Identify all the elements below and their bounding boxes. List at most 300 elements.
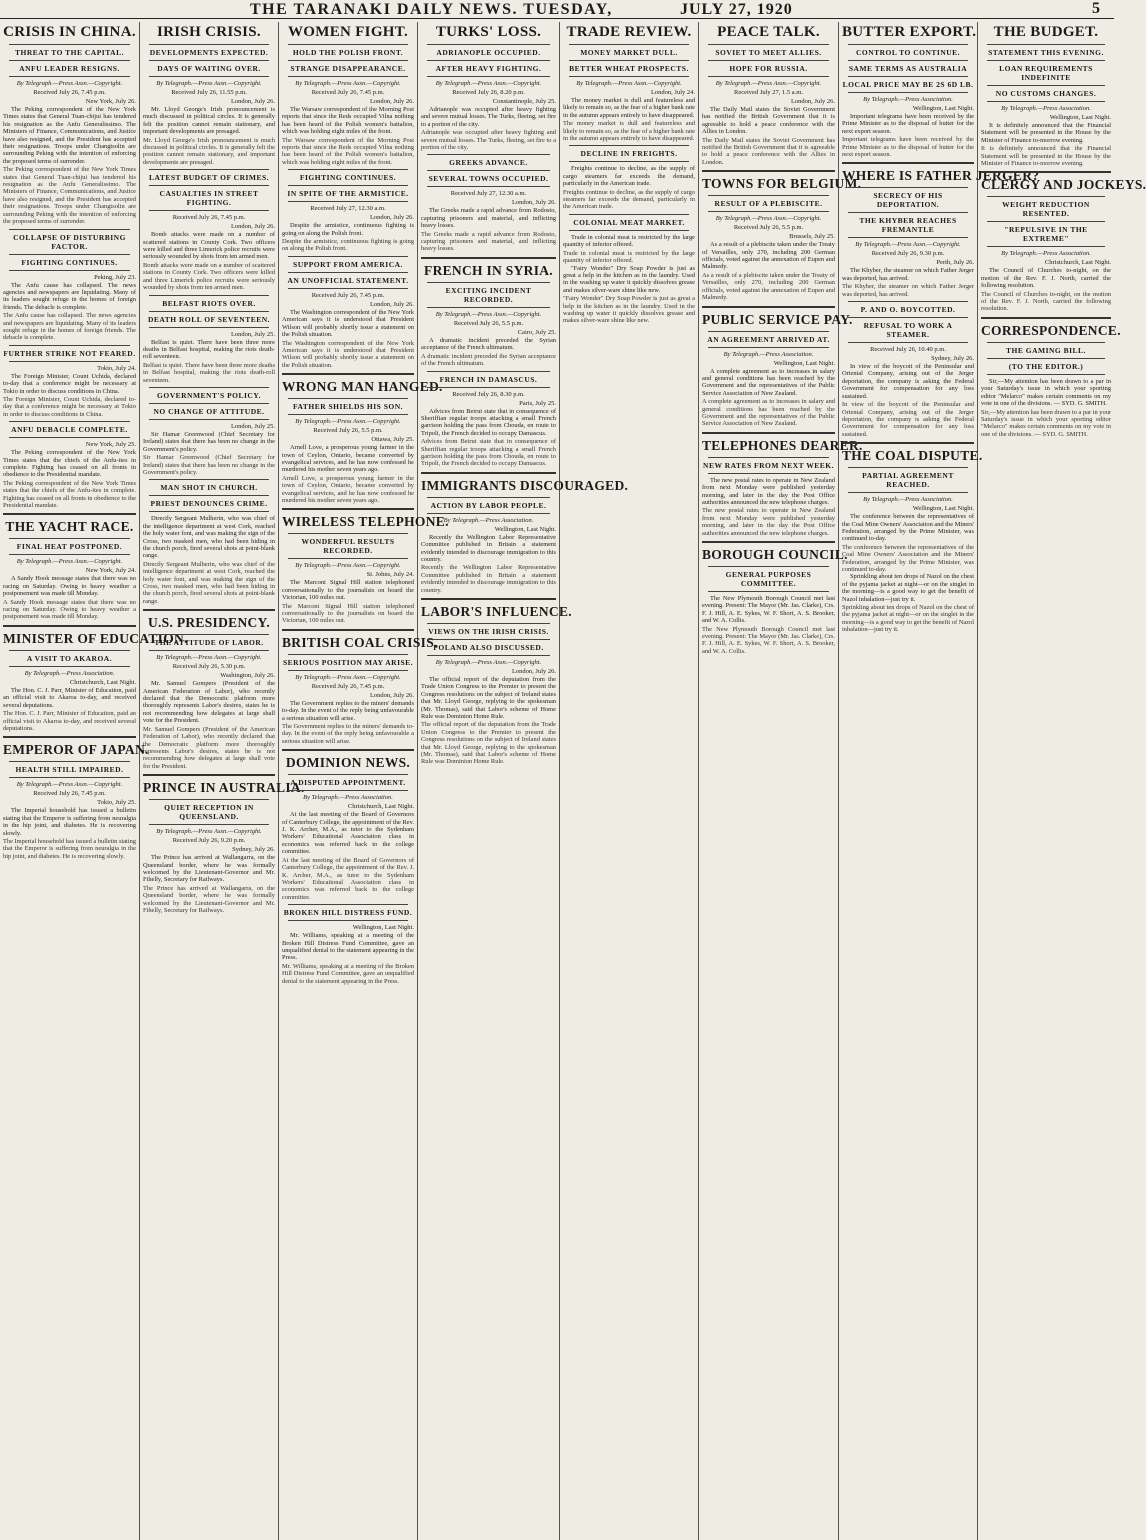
article-dateline: Sydney, July 26.: [232, 846, 275, 854]
article-dateline: Wellington, Last Night.: [912, 505, 974, 513]
divider: [149, 634, 269, 635]
article: [143, 479, 275, 605]
article-dateline: Perth, July 26.: [936, 259, 974, 267]
article-headline: THE YACHT RACE.: [5, 519, 134, 535]
article: [143, 609, 275, 770]
article-subheading: AN UNOFFICIAL STATEMENT.: [287, 275, 409, 285]
article-body: The Peking correspondent of the New York Times states that General Tuan-chijui has tendered his resignation as the Anfu Generalissimo. The Ministers of Finance, Communications, and Justice have also resigned, and the President has accepted their resignations. Troops under Changtsolin are surrounding Peking with the intention of enforcing the proposed terms of surrender.: [3, 106, 136, 165]
article-body-continued: The Greeks made a rapid advance from Rodosto, capturing prisoners and material, and inflicting heavy losses.: [421, 230, 556, 253]
article-byline: By Telegraph.—Press Association.: [443, 516, 534, 524]
article-body: Recently the Wellington Labor Representative Committee published in Britain a statement evidently intended to discourage immigration to this country.: [421, 533, 556, 563]
article-body: Freights continue to decline, as the supply of cargo steamers far exceeds the demand, particularly in the American trade.: [563, 165, 695, 188]
article-byline: By Telegraph.—Press Association.: [863, 96, 953, 103]
article-dateline: Constantinople, July 25.: [492, 98, 556, 105]
article-headline: LABOR'S INFLUENCE.: [421, 604, 572, 619]
article-subheading: P. AND O. BOYCOTTED.: [860, 305, 956, 315]
article-subheading: POLAND ALSO DISCUSSED.: [433, 643, 544, 652]
divider: [569, 60, 689, 61]
article: [563, 265, 695, 325]
article-byline: By Telegraph.—Press Assn.—Copyright.: [156, 654, 262, 662]
article-body: The Washington correspondent of the New York American says it is understood that President Wilson will probably shortly issue a statement on the Polish situation.: [282, 308, 414, 339]
article-subheading: THE GAMING BILL.: [1006, 345, 1086, 355]
divider: [427, 186, 550, 187]
article: [282, 508, 449, 625]
article-received: Received July 26, 5.5 p.m.: [313, 427, 383, 435]
article: [842, 442, 983, 573]
article-dateline: Wellington, Last Night.: [494, 525, 556, 533]
article: [3, 625, 188, 732]
article-subheading: A VISIT TO AKAROA.: [26, 653, 113, 663]
article: [282, 24, 414, 166]
article-body: Directly Sergeant Mulherin, who was chief of the intelligence department at west Cork, reached the holy water font, and was making the sign of the Cross, two masked men, who had been hiding in the church porch, fired several shots at point-blank range.: [143, 515, 275, 560]
divider: [288, 76, 408, 77]
divider: [569, 44, 689, 45]
article-body: The Hon. C. J. Parr, Minister of Education, paid an official visit to Akaroa to-day, and received several deputations.: [3, 686, 136, 709]
article-byline: By Telegraph.—Press Assn.—Copyright.: [435, 80, 542, 87]
divider: [427, 639, 550, 640]
divider: [9, 361, 130, 362]
article-dateline: New York, July 25.: [85, 441, 136, 449]
article-subheading: THE KHYBER REACHES FREMANTLE: [859, 216, 957, 235]
article-body: The Foreign Minister, Count Uchida, declared to-day that a conference might be necessary at Tokio in order to discuss conditions in China.: [3, 372, 136, 395]
article-headline: PUBLIC SERVICE PAY.: [702, 311, 853, 327]
divider: [288, 920, 408, 921]
article-body: A dramatic incident preceded the Syrian acceptance of the French ultimatum.: [421, 336, 556, 352]
divider: [288, 414, 408, 415]
article: [143, 169, 275, 291]
article-byline: By Telegraph.—Press Assn.—Copyright.: [295, 673, 401, 681]
article-subheading: "REPULSIVE IN THE EXTREME": [1004, 225, 1088, 244]
article-subheading: NO CHANGE OF ATTITUDE.: [153, 406, 265, 416]
article-body: The new postal rates to operate in New Zealand from next Monday were published yesterday morning, and later in the day the Post Office authorities announced the new telephone charges.: [702, 476, 835, 506]
article-dateline: London, July 26.: [230, 223, 275, 231]
article-body-continued: The Imperial household has issued a bulletin stating that the Emperor is suffering from neuralgia in the hip joint, and diabetes. He is recovering slowly.: [3, 837, 136, 860]
divider: [149, 650, 269, 651]
article-body-continued: The Peking correspondent of the New York Times states that General Tuan-chijui has tendered his resignation as the Anfu Generalissimo. The Ministers of Finance, Communications, and Justice have also resigned, and the President has accepted their resignations. Troops under Changtsolin are surrounding Peking with the intention of enforcing the proposed terms of surrender.: [3, 166, 136, 226]
article-dateline: Wellington, Last Night.: [1049, 114, 1111, 121]
divider: [708, 195, 829, 196]
article-body-continued: The Warsaw correspondent of the Morning Post reports that since the Reds occupied Vilna nothing has been heard of the Polish women's battalion, which was holding eight miles of the front.: [282, 136, 414, 166]
divider: [987, 85, 1105, 86]
article-headline: BOROUGH COUNCIL.: [702, 547, 848, 562]
article-subheading: (TO THE EDITOR.): [1008, 361, 1084, 371]
article-received: Received July 26, 7.45 p.m.: [33, 89, 106, 96]
article: [282, 629, 438, 745]
article-received: Received July 26, 9.30 p.m.: [871, 250, 945, 258]
article-dateline: Cairo, July 25.: [517, 328, 556, 336]
article-subheading: PRIEST DENOUNCES CRIME.: [150, 499, 268, 509]
divider: [987, 374, 1105, 375]
article-subheading: ANFU DEBACLE COMPLETE.: [11, 425, 128, 435]
divider: [149, 44, 269, 45]
article-dateline: London, July 26.: [230, 98, 275, 105]
article-subheading: SECRECY OF HIS DEPORTATION.: [873, 191, 943, 210]
divider: [987, 101, 1105, 102]
article: [282, 256, 414, 369]
article-subheading: GENERAL PURPOSES COMMITTEE.: [725, 570, 812, 588]
article: [3, 513, 136, 620]
divider: [848, 342, 968, 343]
article-dateline: London, July 24.: [650, 89, 695, 96]
article-body: Arnell Love, a prosperous young farmer in the town of Ceylon, Ontario, became converted by evangelical services, and he has now confessed he murdered his mother seven years ago.: [282, 444, 414, 474]
divider: [9, 345, 130, 346]
article-body-continued: The conference between the representatives of the Coal Mine Owners' Association and the Miners' Federation, arranged by the Prime Minister, was continued to-day.: [842, 543, 974, 573]
article-subheading: DECLINE IN FREIGHTS.: [580, 149, 678, 159]
divider: [288, 60, 408, 61]
article-subheading: STRANGE DISAPPEARANCE.: [290, 64, 406, 73]
article-body-continued: Adrianople was occupied after heavy fighting and severe mutual losses. The Turks, fleeing, set fire to a portion of the city.: [421, 129, 556, 152]
article-body: Bomb attacks were made on a number of scattered stations in County Cork. Two officers were killed and three Limerick police recruits were seriously wounded by shots from ten armed men.: [143, 231, 275, 261]
article-body-continued: As a result of a plebiscite taken under the Treaty of Versailles, only 270, including 200 German officials, voted against the annexation of Eupen and Malmedy.: [702, 271, 835, 302]
article-body-continued: The Anfu cause has collapsed. The news agencies and newspapers are liquidating. Many of its leaders sought refuge in the homes of foreign friends. The debacle is complete.: [3, 312, 136, 342]
article: [421, 24, 556, 151]
divider: [149, 60, 269, 61]
divider: [427, 623, 550, 624]
divider: [427, 371, 550, 372]
article-received: Received July 26, 7.45 p.m.: [311, 291, 385, 299]
article-body-continued: Bomb attacks were made on a number of scattered stations in County Cork. Two officers were killed and three Limerick police recruits were seriously wounded by shots from ten armed men.: [143, 261, 275, 292]
divider: [9, 44, 130, 45]
divider: [708, 457, 829, 458]
divider: [143, 774, 275, 776]
article-subheading: COLLAPSE OF DISTURBING FACTOR.: [13, 232, 126, 251]
divider: [708, 60, 829, 61]
divider: [987, 60, 1105, 61]
divider: [288, 288, 408, 289]
article-headline: EMPEROR OF JAPAN.: [3, 742, 149, 758]
article-subheading: FRENCH IN DAMASCUS.: [439, 374, 538, 384]
article-subheading: DEVELOPMENTS EXPECTED.: [149, 48, 269, 57]
divider: [282, 508, 414, 510]
divider: [288, 558, 408, 559]
divider: [149, 76, 269, 77]
article-headline: WIRELESS TELEPHONE.: [282, 514, 449, 530]
page-number: 5: [1092, 0, 1100, 17]
article-dateline: St. Johns, July 24.: [366, 571, 414, 579]
article-headline: TURKS' LOSS.: [435, 24, 542, 40]
article-body: Belfast is quiet. There have been three more deaths in Belfast hospital, making the riots death-roll seventeen.: [143, 338, 275, 361]
article-body-continued: A complete agreement as to increases in salary and general conditions has been reached by the Government and the representatives of the Public Service Association of New Zealand.: [702, 398, 835, 428]
divider: [288, 398, 408, 399]
divider: [149, 511, 269, 512]
divider: [9, 761, 130, 762]
article-dateline: Brussels, July 25.: [789, 233, 835, 241]
article-body: The Anfu cause has collapsed. The news agencies and newspapers are liquidating. Many of its leaders sought refuge in the homes of foreign friends. The debacle is complete.: [3, 281, 136, 311]
article-dateline: London, July 26.: [369, 98, 414, 105]
article-dateline: Tokio, July 24.: [97, 364, 136, 372]
article-body: The Peking correspondent of the New York Times states that the chiefs of the Anfu-ites in complete. Fighting has ceased on all fronts in obedience to the Presidential mandate.: [3, 449, 136, 479]
article-byline: By Telegraph.—Press Association.: [863, 496, 953, 504]
article: [702, 306, 853, 428]
article-body-continued: The Peking correspondent of the New York Times states that the chiefs of the Anfu-ites in complete. Fighting has ceased on all fronts in obedience to the Presidential mandate.: [3, 479, 136, 510]
divider: [987, 342, 1105, 343]
article-subheading: DEATH ROLL OF SEVENTEEN.: [147, 314, 271, 324]
article-subheading: NEW RATES FROM NEXT WEEK.: [703, 460, 834, 470]
divider: [288, 272, 408, 273]
article-dateline: New York, July 26.: [85, 98, 136, 105]
divider: [427, 655, 550, 656]
article-dateline: Peking, July 23.: [94, 273, 136, 281]
article-subheading: ACTION BY LABOR PEOPLE.: [430, 500, 547, 510]
divider: [708, 591, 829, 592]
article-headline: CLERGY AND JOCKEYS.: [981, 177, 1146, 193]
article-body: As a result of a plebiscite taken under the Treaty of Versailles, only 270, including 200 German officials, voted against the annexation of Eupen and Malmedy.: [702, 241, 835, 271]
article-body: The Imperial household has issued a bulletin stating that the Emperor is suffering from neuralgia in the hip joint, and diabetes. He is recovering slowly.: [3, 807, 136, 837]
article: [421, 371, 556, 468]
article-received: Received July 26, 5.30 p.m.: [172, 663, 246, 671]
article-subheading: ADRIANOPLE OCCUPIED.: [436, 48, 541, 57]
divider: [427, 513, 550, 514]
article-body-continued: The official report of the deputation from the Trade Union Congress to the Premier to present the Congress resolutions on the subject of Ireland states that Mr. Lloyd George, replying to the spokesman (Mr. Thomas), said that Labor's scheme of Home Rule was Dominion Home Rule.: [421, 721, 556, 766]
divider: [288, 790, 408, 791]
column-8: [978, 22, 1146, 1540]
article-body-continued: The Prince has arrived at Wallangarra, on the Queensland border, where he was formally welcomed by the Lieutenant-Governor and Mr. Fihelly, Secretary for Railways.: [143, 884, 275, 914]
divider: [288, 670, 408, 671]
article-body-continued: Sprinkling about ten drops of Nazol on the chest of the pyjama jacket at night—or on the singlet in the morning—is a good way to get the benefit of Nazol inhalation—just try it.: [842, 604, 974, 634]
article-body-continued: Directly Sergeant Mulherin, who was chief of the intelligence department at west Cork, reached the holy water font, and was making the sign of the Cross, two masked men, who had been hiding in the church porch, fired several shots at point-blank range.: [143, 560, 275, 605]
divider: [702, 306, 835, 308]
divider: [702, 541, 835, 543]
divider: [9, 421, 130, 422]
article-received: Received July 26, 11.55 p.m.: [171, 89, 247, 96]
divider: [282, 629, 414, 631]
article-body: The Marconi Signal Hill station telephoned conversationally to the journalists on board the Victorian, 100 miles out.: [282, 579, 414, 602]
divider: [708, 566, 829, 567]
article-body: The Daily Mail states the Soviet Government has notified the British Government that it is agreeable to hold a peace conference with the Allies in London.: [702, 106, 835, 136]
divider: [569, 161, 689, 162]
divider: [9, 650, 130, 651]
divider: [848, 212, 968, 213]
article-body-continued: Arnell Love, a prosperous young farmer in the town of Ceylon, Ontario, became converted by evangelical services, and he has now confessed he murdered his mother seven years ago.: [282, 474, 414, 504]
divider: [427, 60, 550, 61]
article-byline: By Telegraph.—Press Assn.—Copyright.: [16, 558, 123, 566]
article: [282, 749, 414, 901]
article-subheading: AFTER HEAVY FIGHTING.: [435, 64, 542, 73]
article: [702, 541, 848, 655]
article-subheading: ANFU LEADER RESIGNS.: [19, 64, 120, 73]
divider: [848, 317, 968, 318]
article-body: Mr. Samuel Gompers (President of the American Federation of Labor), who recently declared that the Democratic platform more thoroughly represents Labor's desires, states he is not recommending how delegates at large shall vote for the President.: [143, 680, 275, 725]
divider: [149, 295, 269, 296]
article-received: Received July 26, 7.45 p.m.: [172, 214, 246, 222]
divider: [9, 229, 130, 230]
article-body-continued: Advices from Beirut state that in consequence of Sheriffian regular troops attacking a small French garrison holding the pass from Chouda, en route to Tripoli, the French decided to occupy Damascus.: [421, 438, 556, 468]
article-subheading: BETTER WHEAT PROSPECTS.: [569, 64, 689, 73]
article-received: Received July 26, 7.45 p.m.: [33, 790, 106, 798]
article-headline: BUTTER EXPORT.: [842, 24, 977, 40]
article-dateline: Ottawa, July 25.: [371, 436, 414, 444]
divider: [569, 76, 689, 77]
article-subheading: AN AGREEMENT ARRIVED AT.: [707, 334, 830, 344]
article-subheading: WEIGHT REDUCTION RESENTED.: [1002, 200, 1090, 219]
article-headline: THE COAL DISPUTE.: [842, 448, 983, 464]
divider: [143, 609, 275, 611]
newspaper-title: THE TARANAKI DAILY NEWS. TUESDAY,: [250, 1, 613, 18]
article-received: Received July 27, 12.30 a.m.: [450, 190, 527, 198]
divider: [987, 246, 1105, 247]
article: [702, 170, 862, 302]
article-subheading: HEALTH STILL IMPAIRED.: [15, 765, 124, 775]
article-body: Adrianople was occupied after heavy fighting and severe mutual losses. The Turks, fleeing, set fire to a portion of the city.: [421, 106, 556, 128]
article: [842, 162, 1040, 298]
article-body: The Greeks made a rapid advance from Rodosto, capturing prisoners and material, and inflicting heavy losses.: [421, 207, 556, 230]
article: [842, 24, 977, 159]
article-body: A Sandy Hook message states that there was no racing on Saturday. Owing to heavy weather a postponement was made till Monday.: [3, 575, 136, 598]
article-body-continued: Important telegrams have been received by the Prime Minister as to the disposal of butter for the next export season.: [842, 136, 974, 159]
article-dateline: Washington, July 26.: [220, 672, 275, 680]
article-subheading: COLONIAL MEAT MARKET.: [573, 217, 685, 227]
article-body-continued: Despite the armistice, continuous fighting is going on along the Polish front.: [282, 238, 414, 253]
divider: [3, 513, 136, 515]
divider: [708, 331, 829, 332]
divider: [702, 432, 835, 434]
article-received: Received July 26, 9.20 p.m.: [172, 837, 246, 845]
divider: [288, 654, 408, 655]
divider: [427, 154, 550, 155]
divider: [149, 185, 269, 186]
article-subheading: FIGHTING CONTINUES.: [299, 173, 397, 183]
article-headline: IMMIGRANTS DISCOURAGED.: [421, 477, 629, 493]
article-body: The Government replies to the miners' demands to-day. In the event of the reply being unfavourable a serious situation will arise.: [282, 699, 414, 722]
divider: [848, 237, 968, 238]
issue-date: JULY 27, 1920: [680, 1, 793, 18]
divider: [288, 533, 408, 534]
article: [143, 387, 275, 476]
divider: [149, 495, 269, 496]
article-byline: By Telegraph.—Press Assn.—Copyright.: [295, 80, 401, 87]
article-headline: THE BUDGET.: [993, 24, 1099, 40]
article-dateline: London, July 26.: [790, 98, 835, 105]
article-headline: U.S. PRESIDENCY.: [147, 615, 271, 631]
article-subheading: HOLD THE POLISH FRONT.: [292, 48, 404, 57]
article-body: Sprinkling about ten drops of Nazol on the chest of the pyjama jacket at night—or on the singlet in the morning—is a good way to get the benefit of Nazol inhalation—just try it.: [842, 573, 974, 603]
divider: [427, 387, 550, 388]
article-received: Received July 27, 12.30 a.m.: [310, 205, 386, 213]
article-subheading: LOAN REQUIREMENTS INDEFINITE: [999, 64, 1093, 82]
divider: [9, 437, 130, 438]
article-byline: By Telegraph.—Press Assn.—Copyright.: [295, 418, 401, 426]
article-body-continued: It is definitely announced that the Financial Statement will be presented in the House by the Minister of Finance to-morrow evening.: [981, 145, 1111, 168]
article-body-continued: The Daily Mail states the Soviet Government has notified the British Government that it is agreeable to hold a peace conference with the Allies in London.: [702, 136, 835, 166]
article-dateline: Paris, July 25.: [519, 399, 556, 407]
divider: [848, 76, 968, 77]
article-body-continued: At the last meeting of the Board of Governors of Canterbury College, the appointment of the Rev. J. K. Archer, M.A., as tutor to the Sydenham Workers' Educational Association class in economics was referred back to the college committee.: [282, 856, 414, 901]
article-subheading: MAN SHOT IN CHURCH.: [160, 483, 258, 493]
article: [143, 295, 275, 384]
article-body-continued: Mr. Williams, speaking at a meeting of the Broken Hill Distress Fund Committee, gave an unqualified denial to the statement appearing in the Press.: [282, 962, 414, 985]
article: [143, 774, 305, 914]
article-subheading: SERIOUS POSITION MAY ARISE.: [282, 657, 414, 667]
article-subheading: FINAL HEAT POSTPONED.: [16, 542, 123, 552]
article: [563, 214, 695, 265]
divider: [421, 598, 556, 600]
article-dateline: London, July 25.: [230, 422, 275, 430]
article-body: Sir Hamar Greenwood (Chief Secretary for Ireland) states that there has been no change in the Government's policy.: [143, 430, 275, 453]
article-subheading: SOVIET TO MEET ALLIES.: [715, 48, 822, 57]
divider: [149, 387, 269, 388]
article-dateline: London, July 26.: [369, 214, 414, 222]
article-dateline: Christchurch, Last Night.: [347, 803, 414, 811]
article: [421, 598, 572, 766]
divider: [149, 419, 269, 420]
divider: [708, 44, 829, 45]
article-headline: CRISIS IN CHINA.: [3, 24, 136, 40]
article-received: Received July 27, 1.5 a.m.: [734, 89, 803, 96]
article-body: In view of the boycott of the Peninsular and Oriental Company, arising out of the Jerger deportation, the company is asking the Federal Government for compensation for any loss sustained.: [842, 363, 974, 400]
article-subheading: SUPPORT FROM AMERICA.: [293, 259, 403, 269]
article: [842, 573, 974, 633]
article-body: It is definitely announced that the Financial Statement will be presented in the House by the Minister of Finance to-morrow evening.: [981, 122, 1111, 144]
article-subheading: PARTIAL AGREEMENT REACHED.: [862, 471, 954, 490]
divider: [9, 777, 130, 778]
divider: [987, 44, 1105, 45]
article: [3, 736, 149, 860]
article-body: A complete agreement as to increases in salary and general conditions has been reached by the Government and the representatives of the Public Service Association of New Zealand.: [702, 367, 835, 397]
column-3: [279, 22, 449, 1540]
article: [421, 257, 556, 368]
article-received: Received July 26, 7.45 p.m.: [311, 89, 385, 96]
divider: [848, 44, 968, 45]
divider: [708, 76, 829, 77]
article-dateline: London, July 26.: [369, 300, 414, 308]
divider: [288, 774, 408, 775]
article-headline: WOMEN FIGHT.: [288, 24, 408, 40]
article-dateline: Christchurch, Last Night.: [69, 678, 136, 686]
divider: [9, 666, 130, 667]
article-dateline: London, July 26.: [511, 199, 556, 207]
article-body-continued: The Khyber, the steamer on which Father Jerger was deported, has arrived.: [842, 283, 974, 298]
article-body: Despite the armistice, continuous fighting is going on along the Polish front.: [282, 222, 414, 237]
article-body-continued: Mr. Lloyd George's Irish pronouncement is much discussed in political circles. It is generally felt the position cannot remain stationary, and important developments are presaged.: [143, 136, 275, 166]
column-5: [560, 22, 699, 1540]
article-subheading: FIGHTING CONTINUES.: [21, 257, 118, 267]
article: [702, 432, 863, 537]
column-1: [0, 22, 188, 1540]
article-headline: BRITISH COAL CRISIS.: [282, 634, 438, 650]
article-headline: WHERE IS FATHER JERGER?: [842, 168, 1040, 184]
article-subheading: LATEST BUDGET OF CRIMES.: [148, 173, 270, 183]
article-received: Received July 26, 8.30 p.m.: [452, 390, 525, 398]
article: [702, 24, 835, 166]
article-subheading: GOVERNMENT'S POLICY.: [157, 390, 261, 400]
article-body: Important telegrams have been received by the Prime Minister as to the disposal of butter for the next export season.: [842, 113, 974, 135]
article-headline: TOWNS FOR BELGIUM.: [702, 176, 862, 192]
divider: [149, 479, 269, 480]
article: [563, 24, 695, 142]
article-dateline: Wellington, Last Night.: [912, 105, 974, 112]
article-body-continued: The Government replies to the miners' demands to-day. In the event of the reply being unfavourable a serious situation will arise.: [282, 723, 414, 745]
divider: [427, 44, 550, 45]
article-subheading: NO CUSTOMS CHANGES.: [995, 89, 1097, 98]
article-body-continued: The Marconi Signal Hill station telephoned conversationally to the journalists on board the Victorian, 100 miles out.: [282, 602, 414, 625]
article-dateline: New York, July 24.: [85, 567, 136, 575]
article-byline: By Telegraph.—Press Association.: [1001, 250, 1091, 258]
article-body: The Prince has arrived at Wallangarra, on the Queensland border, where he was formally welcomed by the Lieutenant-Governor and Mr. Fihelly, Secretary for Railways.: [143, 854, 275, 884]
article-received: Received July 26, 10.40 p.m.: [870, 346, 946, 354]
article-byline: By Telegraph.—Press Assn.—Copyright.: [435, 659, 542, 666]
divider: [569, 230, 689, 231]
article: [842, 301, 974, 438]
article-received: Received July 26, 5.5 p.m.: [453, 319, 524, 327]
article-body-continued: The money market is dull and featureless and likely to remain so, as the fear of a higher bank rate in the autumn appears entirely to have disappeared.: [563, 120, 695, 143]
divider: [569, 145, 689, 146]
divider: [9, 60, 130, 61]
divider: [288, 44, 408, 45]
divider: [427, 307, 550, 308]
article-body: "Fairy Wonder" Dry Soap Powder is just as great a help in the kitchen as in the laundry. Used in the washing up water it quickly dissolves grease and makes silver-ware shine like new.: [563, 264, 695, 294]
article-byline: By Telegraph.—Press Assn.—Copyright.: [16, 781, 123, 789]
divider: [3, 625, 136, 627]
